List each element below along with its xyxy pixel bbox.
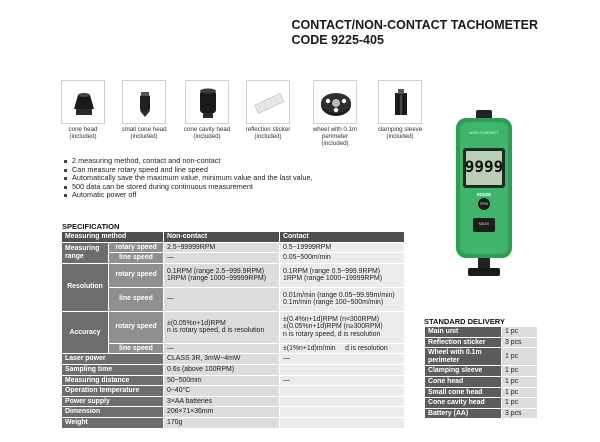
feature-item: Can measure rotary speed and line speed — [64, 166, 313, 175]
spec-value: ±(1%n+1d)m/min d is resolution — [280, 343, 405, 354]
spec-header-contact: Contact — [280, 232, 405, 243]
table-row — [425, 408, 538, 419]
table-row — [62, 242, 405, 253]
feature-item: Automatically save the maximum value, minimum value and the last value, — [64, 174, 313, 183]
feature-list — [64, 157, 313, 200]
accessory-label: cone cavity head — [183, 126, 231, 133]
delivery-item-qty: 1 pc — [502, 398, 538, 409]
delivery-item-name: Reflection sticker — [425, 337, 502, 348]
spec-value: 3×AA batteries — [164, 396, 280, 407]
table-row — [62, 375, 405, 386]
spec-value-line: ±(0.4%n+1d)RPM (n<300RPM) — [283, 315, 380, 323]
spec-value — [280, 287, 405, 311]
table-row — [62, 263, 405, 287]
spec-value: 2.5~99999RPM — [164, 242, 280, 253]
device-display-value: 9999 — [464, 157, 504, 176]
accessory-note: (included) — [386, 133, 414, 141]
small-cone-head-image — [122, 80, 166, 124]
reflection-sticker-image — [246, 80, 290, 124]
specification-table — [61, 231, 405, 429]
table-row — [62, 253, 405, 264]
spec-value: — — [164, 287, 280, 311]
spec-value — [164, 311, 280, 343]
spec-value: 206×71×36mm — [164, 407, 280, 418]
spec-value: 0.05~500m/min — [280, 253, 405, 264]
clamping-sleeve-image — [378, 80, 422, 124]
delivery-item-name: Cone cavity head — [425, 398, 502, 409]
delivery-item-qty: 3 pcs — [502, 337, 538, 348]
spec-value: — — [164, 343, 280, 354]
accessory-note: (included) — [69, 133, 97, 141]
table-row — [425, 398, 538, 409]
delivery-item-name: Cone head — [425, 376, 502, 387]
accessory-label: cone head — [68, 126, 98, 133]
title-line-2: CODE 9225-405 — [291, 33, 384, 47]
delivery-item-name: Main unit — [425, 327, 502, 338]
table-row — [425, 366, 538, 377]
delivery-item-qty: 1 pc — [502, 376, 538, 387]
spec-value: 50~500mm — [164, 375, 280, 386]
accessory-note: (included) — [321, 140, 349, 148]
delivery-item-qty: 3 pcs — [502, 408, 538, 419]
spec-label: Sampling time — [62, 364, 164, 375]
specification-title: SPECIFICATION — [62, 222, 120, 231]
table-row — [62, 311, 405, 343]
accessory-cone-cavity-head — [181, 80, 233, 140]
table-row — [62, 417, 405, 428]
spec-label: Dimension — [62, 407, 164, 418]
spec-value — [280, 364, 405, 375]
spec-value — [164, 263, 280, 287]
spec-value: 0~40°C — [164, 386, 280, 397]
delivery-item-qty: 1 pc — [502, 348, 538, 366]
table-row — [62, 407, 405, 418]
table-row — [425, 348, 538, 366]
spec-value — [280, 311, 405, 343]
accessory-note: (included) — [254, 133, 282, 141]
standard-delivery-table — [424, 326, 538, 419]
spec-value-line: 0.1RPM (range 0.5~999.9RPM) — [283, 267, 381, 275]
spec-value: 0.5~19999RPM — [280, 242, 405, 253]
spec-label-measuring-range: Measuring range — [62, 242, 109, 263]
spec-value — [280, 396, 405, 407]
spec-header-noncontact: Non-contact — [164, 232, 280, 243]
spec-value-line: 1RPM (range 1000~19999RPM) — [283, 275, 383, 283]
delivery-item-name: Battery (AA) — [425, 408, 502, 419]
spec-header-method: Measuring method — [62, 232, 164, 243]
accessory-label: small cone head — [121, 126, 167, 133]
spec-value: CLASS 3R, 3mW~4mW — [164, 354, 280, 365]
spec-label: Weight — [62, 417, 164, 428]
accessory-note: (included) — [130, 133, 158, 141]
spec-value-line: ±(0.05%n+1d)RPM — [167, 319, 226, 327]
spec-value-line: n is rotary speed, d is resolution — [167, 327, 265, 335]
standard-delivery-title: STANDARD DELIVERY — [424, 317, 505, 326]
spec-value-line: ±(0.05%n+1d)RPM (n≥300RPM) — [283, 323, 383, 331]
device-meas-label: MEAS — [479, 222, 489, 226]
delivery-item-qty: 1 pc — [502, 366, 538, 377]
spec-value — [280, 417, 405, 428]
accessory-label: reflection sticker — [245, 126, 291, 133]
delivery-item-name: Small cone head — [425, 387, 502, 398]
spec-value: 0.6s (above 100RPM) — [164, 364, 280, 375]
accessory-note: (included) — [193, 133, 221, 141]
table-row — [62, 364, 405, 375]
table-row — [425, 387, 538, 398]
delivery-item-name: Clamping sleeve — [425, 366, 502, 377]
page-title — [292, 18, 539, 48]
spec-label: Power supply — [62, 396, 164, 407]
accessory-label: clamping sleeve — [377, 126, 423, 133]
device-rpm-label: RPM — [480, 202, 488, 206]
spec-value: 170g — [164, 417, 280, 428]
spec-label: Laser power — [62, 354, 164, 365]
spec-value — [280, 407, 405, 418]
spec-sublabel: line speed — [109, 253, 164, 264]
spec-value-line: 0.1RPM (range 2.5~999.9RPM) — [167, 267, 265, 275]
spec-label-accuracy: Accuracy — [62, 311, 109, 354]
spec-value — [280, 386, 405, 397]
table-row — [62, 287, 405, 311]
accessory-clamping-sleeve — [374, 80, 426, 140]
device-brand: INSIZE — [476, 192, 492, 197]
spec-value: — — [280, 354, 405, 365]
spec-sublabel: rotary speed — [109, 263, 164, 287]
table-row — [425, 337, 538, 348]
spec-sublabel: rotary speed — [109, 242, 164, 253]
table-row — [62, 386, 405, 397]
spec-value-line: n is rotary speed, d is resolution — [283, 331, 381, 339]
delivery-item-qty: 1 pc — [502, 327, 538, 338]
spec-sublabel: line speed — [109, 287, 164, 311]
spec-value-line: 0.1m/min (range 100~500m/min) — [283, 299, 384, 307]
spec-header-row — [62, 232, 405, 243]
table-row — [62, 343, 405, 354]
table-row — [425, 327, 538, 338]
table-row — [62, 354, 405, 365]
spec-value — [280, 263, 405, 287]
spec-label: Operation temperature — [62, 386, 164, 397]
spec-label: Measuring distance — [62, 375, 164, 386]
table-row — [425, 376, 538, 387]
spec-label-resolution: Resolution — [62, 263, 109, 311]
spec-value-line: 0.01m/min (range 0.05~99.99m/min) — [283, 291, 395, 299]
spec-value: — — [164, 253, 280, 264]
feature-item: Automatic power off — [64, 191, 313, 200]
feature-item: 2 measuring method, contact and non-contact — [64, 157, 313, 166]
feature-item-continued: 500 data can be stored during continuous measurement — [64, 183, 313, 192]
accessory-small-cone-head — [118, 80, 170, 140]
spec-value: — — [280, 375, 405, 386]
device-top-label: NON-CONTACT — [469, 130, 499, 135]
cone-cavity-head-image — [185, 80, 229, 124]
cone-head-image — [61, 80, 105, 124]
accessory-label: wheel with 0.1m perimeter — [312, 126, 358, 141]
wheel-image — [313, 80, 357, 124]
delivery-item-name: Wheel with 0.1m perimeter — [425, 348, 502, 366]
spec-sublabel: rotary speed — [109, 311, 164, 343]
tachometer-device-image — [448, 108, 520, 283]
accessory-reflection-sticker — [242, 80, 294, 140]
table-row — [62, 396, 405, 407]
accessory-cone-head — [57, 80, 109, 140]
spec-sublabel: line speed — [109, 343, 164, 354]
delivery-item-qty: 1 pc — [502, 387, 538, 398]
title-line-1: CONTACT/NON-CONTACT TACHOMETER — [291, 18, 538, 32]
accessory-wheel — [309, 80, 361, 148]
spec-value-line: 1RPM (range 1000~99999RPM) — [167, 275, 267, 283]
